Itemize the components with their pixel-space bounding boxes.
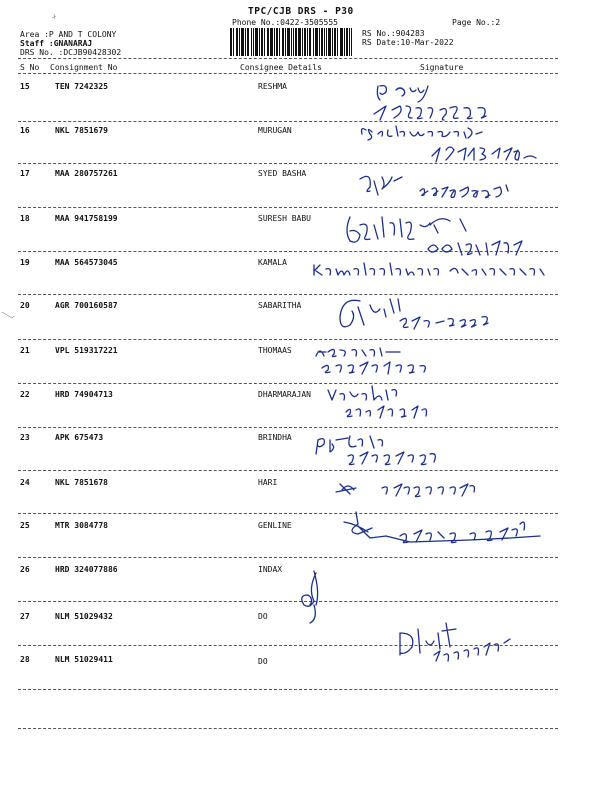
- row-sno: 27: [20, 612, 30, 621]
- row-sno: 25: [20, 521, 30, 530]
- row-consignee: SYED BASHA: [258, 169, 307, 178]
- row-consignee: DO: [258, 657, 268, 666]
- row-consignment: AGR 700160587: [55, 301, 118, 310]
- row-consignment: HRD 324077886: [55, 565, 118, 574]
- staff-label: Staff :GNANARAJ: [20, 39, 93, 48]
- col-header-signature: Signature: [420, 63, 464, 72]
- row-consignee: HARI: [258, 478, 278, 487]
- row-consignment: MAA 564573045: [55, 258, 118, 267]
- row-consignee: KAMALA: [258, 258, 287, 267]
- handwritten-signature-row-25: [300, 504, 580, 564]
- row-consignee: GENLINE: [258, 521, 292, 530]
- row-sno: 16: [20, 126, 30, 135]
- col-header-consignee: Consignee Details: [240, 63, 322, 72]
- row-consignee: DHARMARAJAN: [258, 390, 311, 399]
- sheet-title: TPC/CJB DRS - P30: [248, 6, 354, 17]
- row-consignment: NKL 7851679: [55, 126, 108, 135]
- header-rule: [18, 58, 558, 59]
- row-consignment: MAA 280757261: [55, 169, 118, 178]
- row-divider: [18, 689, 558, 690]
- col-header-consignment: Consignment No: [50, 63, 118, 72]
- page-number: Page No.:2: [452, 18, 501, 27]
- bottom-rule: [18, 728, 558, 729]
- column-header-rule: [18, 73, 558, 74]
- row-consignment: APK 675473: [55, 433, 104, 442]
- row-sno: 20: [20, 301, 30, 310]
- area-label: Area :P AND T COLONY: [20, 30, 117, 39]
- row-consignment: NKL 7851678: [55, 478, 108, 487]
- row-consignment: TEN 7242325: [55, 82, 108, 91]
- phone-number: Phone No.:0422-3505555: [232, 18, 338, 27]
- barcode: [230, 28, 352, 56]
- row-consignee: SURESH BABU: [258, 214, 311, 223]
- handwritten-signature-row-28: [300, 603, 580, 663]
- col-header-sno: S No: [20, 63, 40, 72]
- row-consignee: INDAX: [258, 565, 283, 574]
- row-consignment: HRD 74904713: [55, 390, 113, 399]
- row-sno: 17: [20, 169, 30, 178]
- row-consignment: VPL 519317221: [55, 346, 118, 355]
- row-consignee: DO: [258, 612, 268, 621]
- row-consignee: MURUGAN: [258, 126, 292, 135]
- row-consignee: THOMAAS: [258, 346, 292, 355]
- row-sno: 22: [20, 390, 30, 399]
- row-consignee: BRINDHA: [258, 433, 292, 442]
- row-consignment: NLM 51029432: [55, 612, 113, 621]
- row-sno: 18: [20, 214, 30, 223]
- row-sno: 28: [20, 655, 30, 664]
- row-sno: 21: [20, 346, 30, 355]
- row-sno: 24: [20, 478, 30, 487]
- row-consignment: NLM 51029411: [55, 655, 113, 664]
- row-consignment: MAA 941758199: [55, 214, 118, 223]
- row-sno: 15: [20, 82, 30, 91]
- row-sno: 23: [20, 433, 30, 442]
- row-sno: 26: [20, 565, 30, 574]
- row-consignee: SABARITHA: [258, 301, 302, 310]
- row-consignment: MTR 3084778: [55, 521, 108, 530]
- rs-date: RS Date:10-Mar-2022: [362, 38, 454, 47]
- row-consignee: RESHMA: [258, 82, 287, 91]
- drs-number: DRS No. :DCJB90428302: [20, 48, 122, 57]
- rs-number: RS No.:904283: [362, 29, 425, 38]
- row-sno: 19: [20, 258, 30, 267]
